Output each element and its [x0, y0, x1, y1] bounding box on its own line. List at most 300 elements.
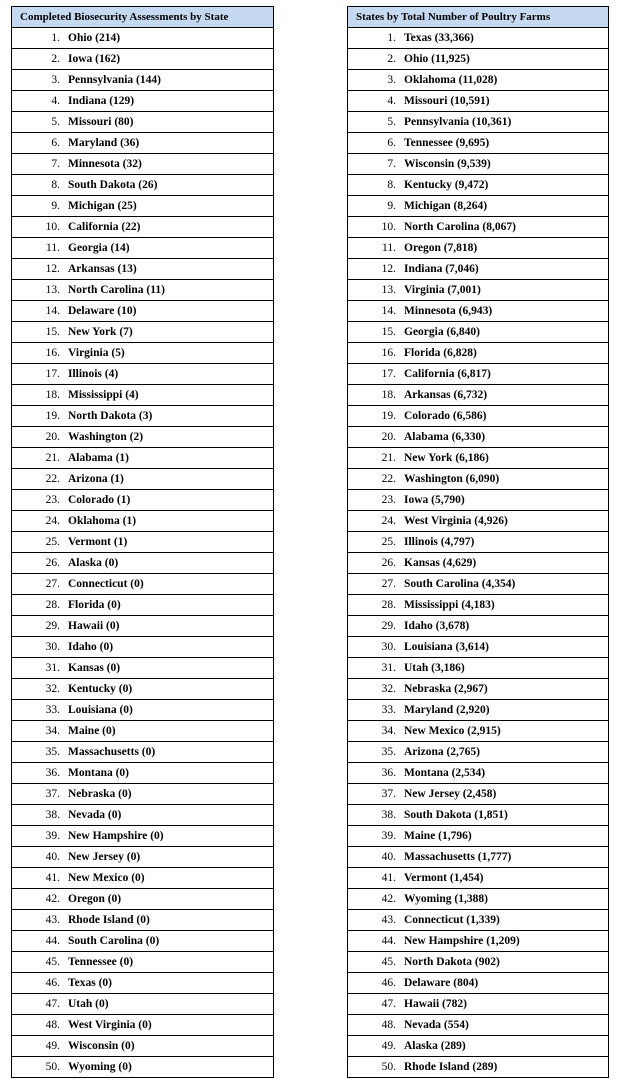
state-entry: Oregon (7,818) — [404, 242, 478, 254]
table-row — [348, 49, 608, 70]
rank-number: 22. — [45, 473, 60, 485]
state-entry: Massachusetts (1,777) — [404, 851, 512, 863]
table-row — [12, 805, 273, 826]
state-entry: Rhode Island (289) — [404, 1061, 498, 1073]
table-row — [348, 637, 608, 658]
table-row — [12, 931, 273, 952]
table-row — [348, 742, 608, 763]
table-row — [348, 70, 608, 91]
rank-number: 4. — [51, 95, 60, 107]
table-row — [12, 280, 273, 301]
state-entry: Hawaii (0) — [68, 620, 120, 632]
state-entry: Kentucky (9,472) — [404, 179, 489, 191]
state-entry: South Carolina (0) — [68, 935, 160, 947]
rank-number: 50. — [381, 1061, 396, 1073]
rank-number: 5. — [387, 116, 396, 128]
state-entry: Louisiana (3,614) — [404, 641, 489, 653]
table-row — [348, 385, 608, 406]
state-entry: Texas (33,366) — [404, 32, 474, 44]
rank-number: 18. — [45, 389, 60, 401]
table-row — [348, 910, 608, 931]
table-row — [12, 616, 273, 637]
table-row — [12, 154, 273, 175]
rank-number: 11. — [382, 242, 396, 254]
table-row — [12, 784, 273, 805]
rank-number: 25. — [45, 536, 60, 548]
rank-number: 12. — [381, 263, 396, 275]
state-entry: New Mexico (2,915) — [404, 725, 501, 737]
state-entry: Washington (6,090) — [404, 473, 500, 485]
table-row — [348, 196, 608, 217]
table-row — [12, 553, 273, 574]
state-entry: Iowa (5,790) — [404, 494, 465, 506]
table-row — [12, 1036, 273, 1057]
state-entry: Oregon (0) — [68, 893, 122, 905]
rank-number: 22. — [381, 473, 396, 485]
rank-number: 16. — [381, 347, 396, 359]
state-entry: Arizona (1) — [68, 473, 124, 485]
table-body — [12, 28, 273, 1077]
state-entry: West Virginia (0) — [68, 1019, 152, 1031]
rank-number: 48. — [381, 1019, 396, 1031]
state-entry: Rhode Island (0) — [68, 914, 150, 926]
table-row — [348, 301, 608, 322]
rank-number: 47. — [381, 998, 396, 1010]
table-row — [12, 595, 273, 616]
rank-number: 21. — [381, 452, 396, 464]
state-entry: Hawaii (782) — [404, 998, 467, 1010]
table-row — [348, 826, 608, 847]
state-entry: Texas (0) — [68, 977, 112, 989]
rank-number: 27. — [45, 578, 60, 590]
rank-number: 9. — [387, 200, 396, 212]
rank-number: 43. — [45, 914, 60, 926]
table-row — [348, 175, 608, 196]
rank-number: 7. — [51, 158, 60, 170]
table-row — [348, 28, 608, 49]
state-entry: New Jersey (2,458) — [404, 788, 497, 800]
state-entry: Kansas (4,629) — [404, 557, 477, 569]
table-row — [12, 994, 273, 1015]
state-entry: North Dakota (3) — [68, 410, 153, 422]
rank-number: 19. — [381, 410, 396, 422]
state-entry: New Mexico (0) — [68, 872, 145, 884]
table-row — [12, 385, 273, 406]
table-row — [12, 763, 273, 784]
rank-number: 9. — [51, 200, 60, 212]
rank-number: 11. — [46, 242, 60, 254]
state-entry: Florida (6,828) — [404, 347, 477, 359]
state-entry: Mississippi (4) — [68, 389, 139, 401]
rank-number: 45. — [45, 956, 60, 968]
state-entry: Connecticut (0) — [68, 578, 144, 590]
table-row — [12, 742, 273, 763]
table-row — [12, 364, 273, 385]
state-entry: Washington (2) — [68, 431, 144, 443]
rank-number: 1. — [51, 32, 60, 44]
state-entry: Michigan (25) — [68, 200, 137, 212]
table-row — [12, 574, 273, 595]
rank-number: 24. — [381, 515, 396, 527]
table-row — [348, 259, 608, 280]
table-row — [12, 175, 273, 196]
table-row — [348, 868, 608, 889]
rank-number: 19. — [45, 410, 60, 422]
rank-number: 33. — [45, 704, 60, 716]
table-row — [348, 553, 608, 574]
rank-number: 44. — [381, 935, 396, 947]
state-entry: Pennsylvania (10,361) — [404, 116, 512, 128]
state-entry: Florida (0) — [68, 599, 121, 611]
state-entry: South Dakota (1,851) — [404, 809, 508, 821]
table-header: States by Total Number of Poultry Farms — [348, 7, 608, 28]
table-row — [348, 511, 608, 532]
state-entry: Wyoming (0) — [68, 1061, 132, 1073]
rank-number: 45. — [381, 956, 396, 968]
table-row — [348, 91, 608, 112]
rank-number: 36. — [381, 767, 396, 779]
table-row — [12, 637, 273, 658]
table-row — [348, 133, 608, 154]
rank-number: 40. — [45, 851, 60, 863]
rank-number: 26. — [381, 557, 396, 569]
rank-number: 8. — [51, 179, 60, 191]
rank-number: 47. — [45, 998, 60, 1010]
rank-number: 42. — [45, 893, 60, 905]
rank-number: 8. — [387, 179, 396, 191]
state-entry: North Carolina (8,067) — [404, 221, 516, 233]
state-entry: Wisconsin (0) — [68, 1040, 135, 1052]
rank-number: 41. — [381, 872, 396, 884]
table-row — [348, 931, 608, 952]
state-entry: Georgia (14) — [68, 242, 130, 254]
state-entry: Ohio (214) — [68, 32, 121, 44]
rank-number: 26. — [45, 557, 60, 569]
rank-number: 15. — [45, 326, 60, 338]
state-entry: Iowa (162) — [68, 53, 121, 65]
state-entry: New York (6,186) — [404, 452, 489, 464]
table-row — [348, 469, 608, 490]
rank-number: 23. — [381, 494, 396, 506]
rank-number: 10. — [45, 221, 60, 233]
rank-number: 6. — [51, 137, 60, 149]
rank-number: 18. — [381, 389, 396, 401]
state-entry: Illinois (4,797) — [404, 536, 475, 548]
state-entry: Vermont (1) — [68, 536, 128, 548]
rank-number: 31. — [381, 662, 396, 674]
state-entry: New York (7) — [68, 326, 133, 338]
state-entry: Montana (0) — [68, 767, 130, 779]
table-row — [348, 679, 608, 700]
rank-number: 40. — [381, 851, 396, 863]
state-entry: Utah (0) — [68, 998, 109, 1010]
rank-number: 3. — [387, 74, 396, 86]
rank-number: 25. — [381, 536, 396, 548]
rank-number: 5. — [51, 116, 60, 128]
state-entry: Virginia (5) — [68, 347, 125, 359]
table-row — [12, 238, 273, 259]
table-row — [12, 490, 273, 511]
table-row — [348, 973, 608, 994]
rank-number: 28. — [45, 599, 60, 611]
rank-number: 17. — [381, 368, 396, 380]
state-entry: Maine (1,796) — [404, 830, 472, 842]
table-row — [348, 448, 608, 469]
rank-number: 46. — [45, 977, 60, 989]
rank-number: 34. — [45, 725, 60, 737]
rank-number: 49. — [381, 1040, 396, 1052]
rank-number: 34. — [381, 725, 396, 737]
rank-number: 35. — [381, 746, 396, 758]
rank-number: 36. — [45, 767, 60, 779]
table-row — [12, 259, 273, 280]
table-row — [12, 49, 273, 70]
state-entry: Alabama (6,330) — [404, 431, 486, 443]
table-row — [348, 364, 608, 385]
table-row — [348, 889, 608, 910]
rank-number: 20. — [381, 431, 396, 443]
state-entry: South Carolina (4,354) — [404, 578, 516, 590]
state-entry: Alaska (0) — [68, 557, 119, 569]
table-body — [348, 28, 608, 1077]
state-entry: Michigan (8,264) — [404, 200, 488, 212]
rank-number: 2. — [387, 53, 396, 65]
rank-number: 48. — [45, 1019, 60, 1031]
table-row — [12, 889, 273, 910]
table-row — [348, 217, 608, 238]
rank-number: 4. — [387, 95, 396, 107]
table-row — [348, 238, 608, 259]
state-entry: North Carolina (11) — [68, 284, 165, 296]
rank-number: 7. — [387, 158, 396, 170]
state-entry: Louisiana (0) — [68, 704, 133, 716]
table-row — [348, 1057, 608, 1077]
table-row — [12, 91, 273, 112]
rank-number: 41. — [45, 872, 60, 884]
table-row — [12, 868, 273, 889]
table-row — [348, 721, 608, 742]
rank-number: 44. — [45, 935, 60, 947]
table-row — [12, 973, 273, 994]
rank-number: 16. — [45, 347, 60, 359]
table-row — [348, 406, 608, 427]
rank-number: 32. — [45, 683, 60, 695]
table-row — [348, 616, 608, 637]
rank-number: 39. — [45, 830, 60, 842]
rank-number: 2. — [51, 53, 60, 65]
table-row — [12, 511, 273, 532]
rank-number: 14. — [45, 305, 60, 317]
state-entry: Vermont (1,454) — [404, 872, 484, 884]
state-entry: Indiana (7,046) — [404, 263, 479, 275]
rank-number: 15. — [381, 326, 396, 338]
table-row — [12, 70, 273, 91]
rank-number: 37. — [45, 788, 60, 800]
state-entry: Nebraska (2,967) — [404, 683, 488, 695]
table-row — [348, 805, 608, 826]
table-row — [348, 784, 608, 805]
rank-number: 38. — [381, 809, 396, 821]
rank-number: 13. — [381, 284, 396, 296]
table-row — [12, 322, 273, 343]
rank-number: 29. — [45, 620, 60, 632]
state-entry: Nebraska (0) — [68, 788, 132, 800]
table-row — [12, 532, 273, 553]
state-entry: Montana (2,534) — [404, 767, 486, 779]
table-row — [348, 763, 608, 784]
rank-number: 21. — [45, 452, 60, 464]
state-entry: Missouri (80) — [68, 116, 134, 128]
state-entry: Maryland (36) — [68, 137, 140, 149]
rank-number: 32. — [381, 683, 396, 695]
state-entry: Idaho (0) — [68, 641, 114, 653]
state-entry: Wyoming (1,388) — [404, 893, 488, 905]
state-entry: Georgia (6,840) — [404, 326, 481, 338]
table-row — [348, 112, 608, 133]
state-entry: South Dakota (26) — [68, 179, 158, 191]
table-row — [12, 133, 273, 154]
state-entry: West Virginia (4,926) — [404, 515, 508, 527]
table-row — [348, 1036, 608, 1057]
rank-number: 1. — [387, 32, 396, 44]
rank-number: 38. — [45, 809, 60, 821]
state-entry: Nevada (0) — [68, 809, 122, 821]
table-row — [12, 217, 273, 238]
table-row — [12, 847, 273, 868]
state-entry: Arkansas (13) — [68, 263, 137, 275]
rank-number: 23. — [45, 494, 60, 506]
table-row — [348, 343, 608, 364]
state-entry: New Hampshire (1,209) — [404, 935, 520, 947]
table-row — [12, 952, 273, 973]
state-entry: Indiana (129) — [68, 95, 135, 107]
table-row — [348, 427, 608, 448]
state-entry: Kentucky (0) — [68, 683, 133, 695]
rank-number: 43. — [381, 914, 396, 926]
state-entry: Delaware (804) — [404, 977, 479, 989]
table-row — [12, 301, 273, 322]
rank-number: 46. — [381, 977, 396, 989]
table-row — [12, 112, 273, 133]
state-entry: Missouri (10,591) — [404, 95, 490, 107]
rank-number: 6. — [387, 137, 396, 149]
table-row — [12, 406, 273, 427]
table-row — [12, 469, 273, 490]
state-entry: Maryland (2,920) — [404, 704, 490, 716]
rank-number: 17. — [45, 368, 60, 380]
rank-number: 35. — [45, 746, 60, 758]
table-row — [12, 700, 273, 721]
table-row — [348, 280, 608, 301]
rank-number: 49. — [45, 1040, 60, 1052]
state-entry: Idaho (3,678) — [404, 620, 470, 632]
state-entry: Tennessee (0) — [68, 956, 134, 968]
table-row — [348, 994, 608, 1015]
table-row — [12, 1015, 273, 1036]
table-row — [12, 343, 273, 364]
state-entry: Oklahoma (1) — [68, 515, 137, 527]
state-entry: Nevada (554) — [404, 1019, 469, 1031]
rank-number: 28. — [381, 599, 396, 611]
state-entry: Mississippi (4,183) — [404, 599, 495, 611]
table-row — [12, 826, 273, 847]
table-row — [12, 448, 273, 469]
rank-number: 50. — [45, 1061, 60, 1073]
state-entry: Virginia (7,001) — [404, 284, 481, 296]
table-header: Completed Biosecurity Assessments by State — [12, 7, 273, 28]
table-row — [12, 427, 273, 448]
state-entry: Massachusetts (0) — [68, 746, 156, 758]
table-row — [348, 847, 608, 868]
table-row — [12, 910, 273, 931]
table-row — [348, 700, 608, 721]
state-entry: Connecticut (1,339) — [404, 914, 500, 926]
rank-number: 39. — [381, 830, 396, 842]
state-entry: Minnesota (32) — [68, 158, 142, 170]
table-row — [348, 154, 608, 175]
state-entry: California (6,817) — [404, 368, 491, 380]
rank-number: 30. — [381, 641, 396, 653]
table-row — [348, 532, 608, 553]
rank-number: 31. — [45, 662, 60, 674]
table-row — [348, 490, 608, 511]
rank-number: 30. — [45, 641, 60, 653]
poultry-farms-table — [347, 6, 609, 1078]
biosecurity-assessments-table — [11, 6, 274, 1078]
table-row — [12, 196, 273, 217]
rank-number: 10. — [381, 221, 396, 233]
state-entry: Colorado (6,586) — [404, 410, 487, 422]
table-row — [12, 28, 273, 49]
state-entry: Wisconsin (9,539) — [404, 158, 491, 170]
state-entry: Alabama (1) — [68, 452, 130, 464]
rank-number: 27. — [381, 578, 396, 590]
state-entry: Kansas (0) — [68, 662, 121, 674]
state-entry: Oklahoma (11,028) — [404, 74, 498, 86]
state-entry: Colorado (1) — [68, 494, 131, 506]
table-row — [348, 658, 608, 679]
table-row — [348, 322, 608, 343]
state-entry: Maine (0) — [68, 725, 116, 737]
table-row — [348, 595, 608, 616]
rank-number: 33. — [381, 704, 396, 716]
table-row — [12, 721, 273, 742]
state-entry: California (22) — [68, 221, 141, 233]
rank-number: 29. — [381, 620, 396, 632]
state-entry: Delaware (10) — [68, 305, 137, 317]
table-row — [348, 574, 608, 595]
rank-number: 42. — [381, 893, 396, 905]
table-row — [12, 679, 273, 700]
rank-number: 24. — [45, 515, 60, 527]
state-entry: Alaska (289) — [404, 1040, 466, 1052]
table-row — [12, 658, 273, 679]
state-entry: Tennessee (9,695) — [404, 137, 490, 149]
state-entry: Ohio (11,925) — [404, 53, 470, 65]
state-entry: Pennsylvania (144) — [68, 74, 161, 86]
rank-number: 13. — [45, 284, 60, 296]
table-row — [12, 1057, 273, 1077]
state-entry: Arizona (2,765) — [404, 746, 481, 758]
state-entry: Utah (3,186) — [404, 662, 465, 674]
state-entry: North Dakota (902) — [404, 956, 500, 968]
state-entry: New Jersey (0) — [68, 851, 141, 863]
rank-number: 3. — [51, 74, 60, 86]
state-entry: New Hampshire (0) — [68, 830, 164, 842]
rank-number: 14. — [381, 305, 396, 317]
table-row — [348, 952, 608, 973]
rank-number: 12. — [45, 263, 60, 275]
